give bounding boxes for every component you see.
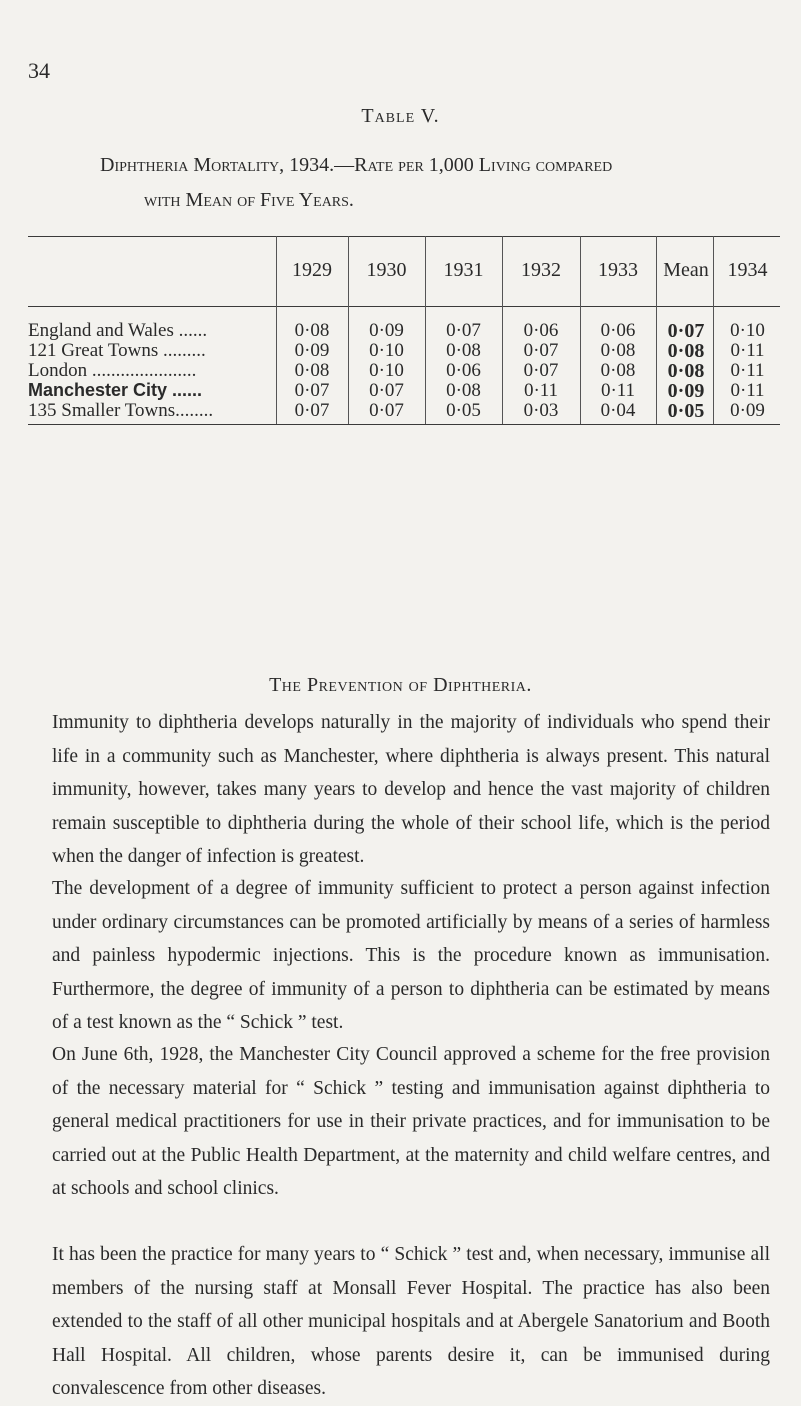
table-cell-mean: 0·08	[667, 340, 705, 362]
table-column-rule	[276, 236, 277, 424]
table-column-rule	[425, 236, 426, 424]
table-cell: 0·09	[369, 320, 404, 341]
table-cell: 0·07	[369, 380, 404, 401]
column-header-1933: 1933	[598, 259, 638, 281]
table-cell: 0·07	[294, 400, 330, 421]
column-header-1932: 1932	[521, 259, 561, 281]
column-header-1931: 1931	[443, 259, 484, 281]
table-title: Table V.	[361, 105, 440, 127]
column-header-1929: 1929	[292, 259, 332, 281]
table-bottom-rule	[28, 424, 780, 425]
table-cell: 0·06	[523, 320, 559, 341]
table-cell: 0·11	[523, 380, 559, 401]
table-caption	[100, 148, 740, 218]
paragraph: The development of a degree of immunity sufficient to protect a person against infection under ordinary circumstances can be promoted artificially by means of a series of harmless and painless hypodermic injections. This is the procedure known as immunisation. Furthermore, the degree of immunity of a person to diphtheria can be estimated by means of a test known as the “ Schick ” test.	[52, 878, 770, 1033]
table-column-rule	[348, 236, 349, 424]
table-cell: 0·08	[600, 340, 636, 361]
table-cell: 0·06	[600, 320, 636, 341]
table-column-rule	[580, 236, 581, 424]
table-cell-mean: 0·05	[667, 400, 705, 422]
column-header-1934: 1934	[727, 259, 768, 281]
paragraph: On June 6th, 1928, the Manchester City Council approved a scheme for the free provision of the necessary material for “ Schick ” testing and immunisation against diphtheria to general medical practitioners for use in their private practices, and for immunisation to be carried out at the Public Health Department, at the maternity and child welfare centres, and at schools and school clinics.	[52, 1044, 770, 1199]
table-cell-mean: 0·07	[667, 320, 705, 342]
table-cell: 0·03	[523, 400, 559, 421]
row-label-135-smaller-towns: 135 Smaller Towns........	[28, 400, 214, 421]
table-cell: 0·08	[446, 380, 481, 401]
table-cell: 0·07	[294, 380, 330, 401]
table-cell: 0·07	[446, 320, 481, 341]
table-cell: 0·11	[730, 340, 765, 361]
table-cell: 0·08	[446, 340, 481, 361]
table-cell: 0·11	[730, 380, 765, 401]
paragraph: Immunity to diphtheria develops naturally in the majority of individuals who spend their life in a community such as Manchester, where diphtheria is always present. This natural immunity, however, takes many years to develop and hence the vast majority of children remain susceptible to diphtheria during the whole of their school life, which is the period when the danger of infection is greatest.	[52, 712, 770, 867]
table-cell: 0·08	[600, 360, 636, 381]
page-number: 34	[28, 58, 50, 83]
table-cell: 0·09	[294, 340, 330, 361]
table-cell: 0·07	[523, 360, 559, 381]
table-cell: 0·07	[523, 340, 559, 361]
table-cell-mean: 0·09	[667, 380, 705, 402]
row-label-121-great-towns: 121 Great Towns .........	[28, 340, 206, 361]
table-cell: 0·04	[600, 400, 636, 421]
section-heading: The Prevention of Diphtheria.	[269, 674, 532, 696]
table-cell: 0·10	[369, 340, 404, 361]
table-cell-mean: 0·08	[667, 360, 705, 382]
table-header-rule	[28, 306, 780, 307]
table-cell: 0·10	[730, 320, 765, 341]
table-column-rule	[502, 236, 503, 424]
table-caption-line-1: Diphtheria Mortality, 1934.—Rate per 1,000 Living compared	[100, 154, 613, 176]
row-label-london: London ......................	[28, 360, 197, 381]
row-label-england-and-wales: England and Wales ......	[28, 320, 208, 341]
table-cell: 0·10	[369, 360, 404, 381]
table-cell: 0·08	[294, 320, 330, 341]
table-cell: 0·07	[369, 400, 404, 421]
table-caption-line-2: with Mean of Five Years.	[144, 189, 354, 211]
paragraph: It has been the practice for many years to “ Schick ” test and, when necessary, immunise all members of the nursing staff at Monsall Fever Hospital. The practice has also been extended to the staff of all other municipal hospitals and at Abergele Sanatorium and Booth Hall Hospital. All children, whose parents desire it, can be immunised during convalescence from other diseases.	[52, 1244, 770, 1399]
table-cell: 0·08	[294, 360, 330, 381]
table-cell: 0·06	[446, 360, 481, 381]
column-header-mean: Mean	[663, 259, 709, 281]
mortality-table	[28, 236, 780, 688]
column-header-1930: 1930	[366, 259, 407, 281]
table-cell: 0·11	[600, 380, 636, 401]
table-cell: 0·11	[730, 360, 765, 381]
row-label-manchester-city: Manchester City ......	[28, 380, 203, 400]
table-cell: 0·05	[446, 400, 481, 421]
table-top-rule	[28, 236, 780, 237]
table-cell: 0·09	[730, 400, 765, 421]
